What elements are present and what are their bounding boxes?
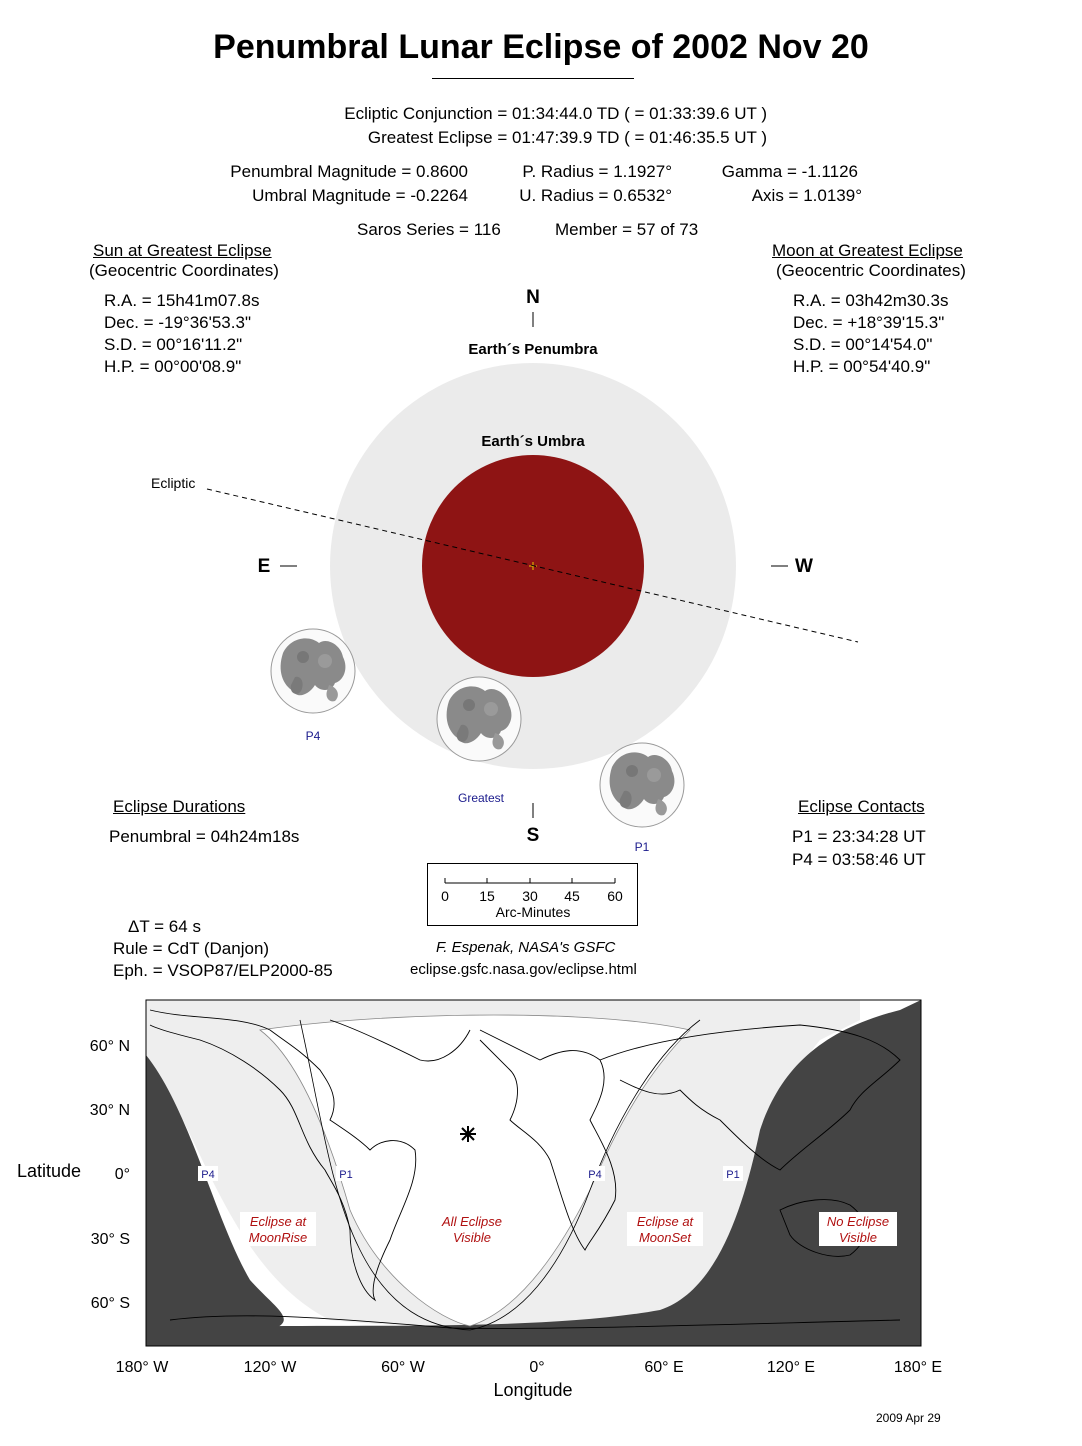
scale-label: Arc-Minutes xyxy=(495,904,571,920)
penumbral-radius: P. Radius = 1.1927° xyxy=(522,162,672,181)
ecliptic-conjunction: Ecliptic Conjunction = 01:34:44.0 TD ( = 01:33:39.6 UT ) xyxy=(344,104,767,123)
moon-p1 xyxy=(600,743,684,827)
moon-dec: Dec. = +18°39'15.3" xyxy=(793,313,945,332)
delta-t: ΔT = 64 s xyxy=(128,917,201,936)
lat-axis-title: Latitude xyxy=(17,1161,82,1181)
moon-ra: R.A. = 03h42m30.3s xyxy=(793,291,949,310)
penumbral-magnitude: Penumbral Magnitude = 0.8600 xyxy=(230,162,468,181)
lon-tick-120e: 120° E xyxy=(766,1359,816,1376)
axis-value: Axis = 1.0139° xyxy=(751,186,862,205)
region-none-line2: Visible xyxy=(838,1230,878,1245)
umbra-label: Earth´s Umbra xyxy=(481,433,585,450)
scale-tick-15: 15 xyxy=(479,888,495,904)
region-moonrise-line1: Eclipse at xyxy=(249,1214,307,1229)
map-marker-p4-east: P4 xyxy=(588,1169,602,1181)
sun-ra: R.A. = 15h41m07.8s xyxy=(104,291,260,310)
credit-url: eclipse.gsfc.nasa.gov/eclipse.html xyxy=(410,961,637,978)
plot-date: 2009 Apr 29 xyxy=(876,1411,941,1425)
contact-p1: P1 = 23:34:28 UT xyxy=(792,827,926,846)
map-marker-p1-west: P1 xyxy=(339,1169,353,1181)
region-moonset-line1: Eclipse at xyxy=(636,1214,694,1229)
lon-tick-120w: 120° W xyxy=(243,1359,297,1376)
ephemeris: Eph. = VSOP87/ELP2000-85 xyxy=(113,961,333,980)
penumbra-label: Earth´s Penumbra xyxy=(468,341,598,358)
map-marker-p4-west: P4 xyxy=(201,1169,215,1181)
lat-tick-30s: 30° S xyxy=(90,1231,130,1248)
saros-series: Saros Series = 116 xyxy=(357,220,501,239)
lat-tick-0: 0° xyxy=(114,1166,130,1183)
north-label: N xyxy=(526,287,540,308)
moon-label-p1: P1 xyxy=(634,840,650,854)
sun-subheading: (Geocentric Coordinates) xyxy=(89,261,279,280)
penumbral-duration: Penumbral = 04h24m18s xyxy=(109,827,300,846)
scale-tick-0: 0 xyxy=(441,888,449,904)
umbral-magnitude: Umbral Magnitude = -0.2264 xyxy=(252,186,468,205)
moon-heading: Moon at Greatest Eclipse xyxy=(772,241,963,260)
lon-tick-60w: 60° W xyxy=(381,1359,425,1376)
region-none-line1: No Eclipse xyxy=(826,1214,890,1229)
region-moonset-line2: MoonSet xyxy=(638,1230,692,1245)
gamma-value: Gamma = -1.1126 xyxy=(721,162,858,181)
moon-label-p4: P4 xyxy=(305,729,321,743)
sublunar-point-icon xyxy=(460,1126,476,1142)
region-moonrise-line2: MoonRise xyxy=(248,1230,308,1245)
east-label: E xyxy=(257,556,271,577)
sun-heading: Sun at Greatest Eclipse xyxy=(93,241,272,260)
lon-axis-title: Longitude xyxy=(493,1380,573,1400)
lat-tick-30n: 30° N xyxy=(89,1102,130,1119)
lon-tick-60e: 60° E xyxy=(644,1359,684,1376)
sun-sd: S.D. = 00°16'11.2" xyxy=(104,335,243,354)
greatest-eclipse-time: Greatest Eclipse = 01:47:39.9 TD ( = 01:46:35.5 UT ) xyxy=(367,128,767,147)
visibility-map xyxy=(0,990,1082,1410)
moon-subheading: (Geocentric Coordinates) xyxy=(776,261,966,280)
region-all-line2: Visible xyxy=(452,1230,492,1245)
map-marker-p1-east: P1 xyxy=(726,1169,740,1181)
contacts-heading: Eclipse Contacts xyxy=(798,797,925,816)
page-title: Penumbral Lunar Eclipse of 2002 Nov 20 xyxy=(213,28,869,66)
region-all-line1: All Eclipse xyxy=(442,1214,502,1229)
lat-tick-60s: 60° S xyxy=(90,1295,130,1312)
sun-hp: H.P. = 00°00'08.9" xyxy=(104,357,242,376)
moon-p4 xyxy=(271,629,355,713)
lon-tick-0: 0° xyxy=(529,1359,545,1376)
arc-minute-scale xyxy=(427,863,639,927)
umbral-radius: U. Radius = 0.6532° xyxy=(519,186,672,205)
moon-sd: S.D. = 00°14'54.0" xyxy=(793,335,933,354)
credit: F. Espenak, NASA's GSFC xyxy=(436,939,616,956)
lon-tick-180w: 180° W xyxy=(115,1359,169,1376)
ecliptic-label: Ecliptic xyxy=(151,475,196,491)
west-label: W xyxy=(795,556,813,577)
lat-tick-60n: 60° N xyxy=(89,1038,130,1055)
south-label: S xyxy=(526,825,540,846)
contact-p4: P4 = 03:58:46 UT xyxy=(792,850,926,869)
scale-tick-45: 45 xyxy=(564,888,580,904)
durations-heading: Eclipse Durations xyxy=(113,797,246,816)
scale-tick-60: 60 xyxy=(607,888,623,904)
sun-dec: Dec. = -19°36'53.3" xyxy=(104,313,251,332)
lon-tick-180e: 180° E xyxy=(893,1359,943,1376)
saros-member: Member = 57 of 73 xyxy=(555,220,699,239)
moon-label-greatest: Greatest xyxy=(457,791,505,805)
moon-hp: H.P. = 00°54'40.9" xyxy=(793,357,931,376)
scale-tick-30: 30 xyxy=(522,888,538,904)
moon-greatest xyxy=(437,677,521,761)
rule: Rule = CdT (Danjon) xyxy=(113,939,270,958)
